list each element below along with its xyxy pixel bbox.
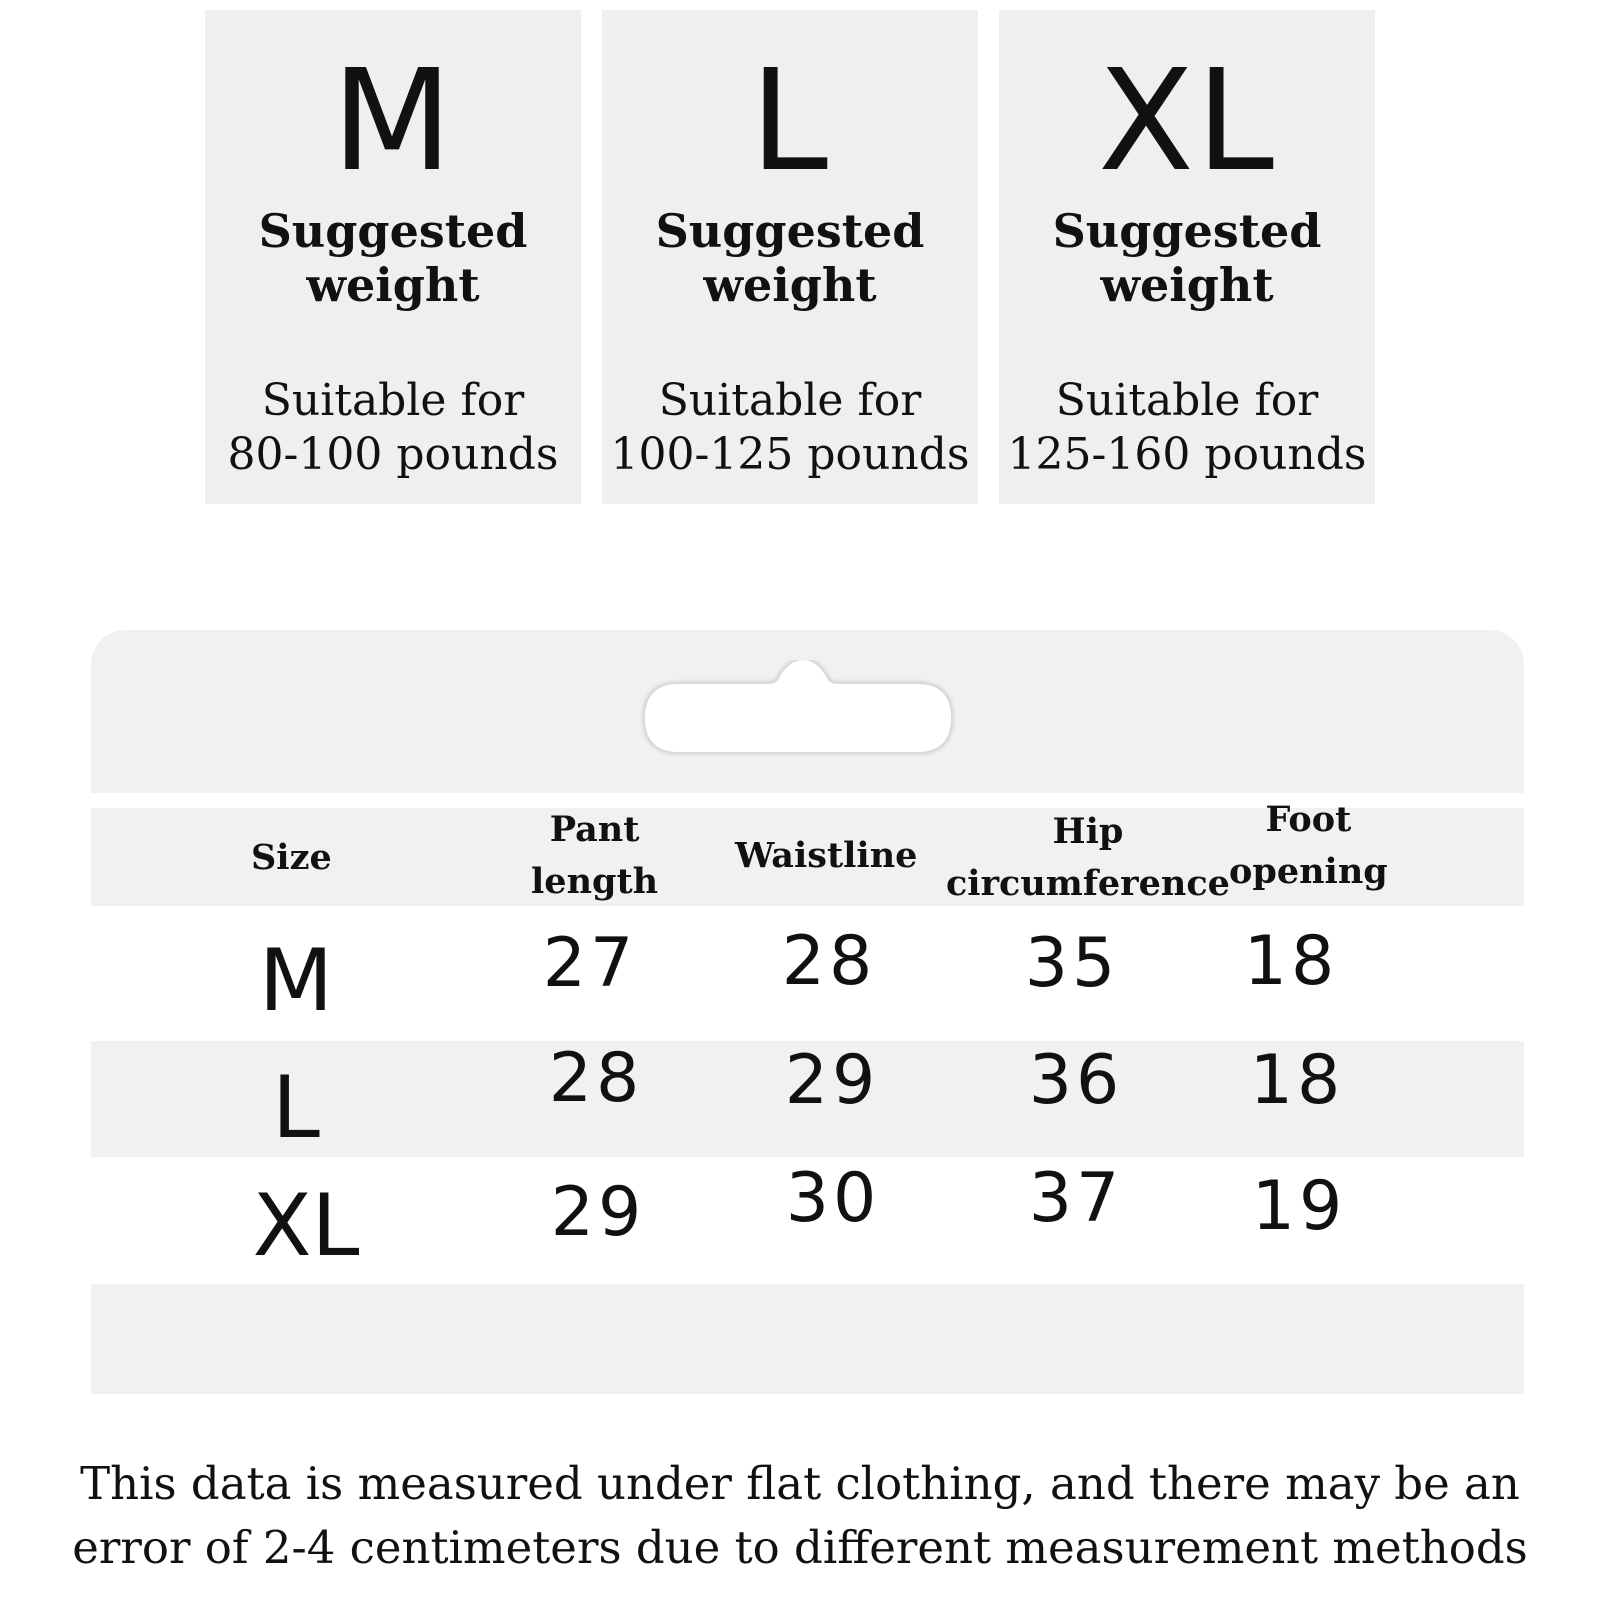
table-row [91,1157,1524,1284]
suitable-line2: 100-125 pounds [610,429,970,480]
cell-foot-opening: 18 [1249,1041,1345,1120]
size-card-letter: XL [1098,40,1276,203]
cell-pant-length: 27 [542,924,638,1003]
suggested-weight-label [602,204,978,312]
header-hip-circumference [946,806,1230,910]
suitable-line1: Suitable for [658,375,922,426]
measurement-note-line2: error of 2-4 centimeters due to different measurement methods [72,1521,1528,1574]
cell-waistline: 30 [785,1159,881,1238]
suitable-line2: 80-100 pounds [227,429,559,480]
row-size: L [272,1058,320,1158]
suitable-weight-range [592,374,988,482]
suitable-line1: Suitable for [1055,375,1319,426]
size-card-xl [999,10,1375,504]
hang-hole-icon [639,660,957,768]
cell-foot-opening: 18 [1243,922,1339,1001]
cell-pant-length: 28 [548,1039,644,1118]
size-card-l [602,10,978,504]
cell-hip: 36 [1028,1041,1124,1120]
header-pant-length-line1: Pant [549,809,640,850]
header-size: Size [251,837,332,878]
table-header-row [91,799,1524,906]
table-row [91,906,1524,1041]
cell-waistline: 29 [784,1041,880,1120]
suitable-line2: 125-160 pounds [1007,429,1367,480]
cell-pant-length: 29 [550,1173,646,1252]
suggested-weight-line1: Suggested [1052,204,1322,258]
row-size: XL [252,1176,360,1276]
header-waistline: Waistline [735,835,918,876]
suggested-weight-line1: Suggested [258,204,528,258]
suggested-weight-label [205,204,581,312]
suggested-weight-label [999,204,1375,312]
size-card-letter: M [331,40,455,203]
header-hip-line2: circumference [946,863,1230,904]
measurement-note-line1: This data is measured under flat clothing, and there may be an [80,1457,1520,1510]
hang-tag-header [91,630,1524,793]
cell-waistline: 28 [781,922,877,1001]
row-size: M [258,931,334,1031]
cell-foot-opening: 19 [1251,1167,1347,1246]
size-card-m [205,10,581,504]
table-row [91,1041,1524,1157]
suggested-weight-line2: weight [703,258,877,312]
table-footer-band [91,1284,1524,1394]
suitable-line1: Suitable for [261,375,525,426]
cell-hip: 37 [1028,1159,1124,1238]
suggested-weight-line2: weight [1100,258,1274,312]
header-foot-line1: Foot [1265,799,1352,840]
cell-hip: 35 [1024,924,1120,1003]
header-pant-length-line2: length [531,861,659,902]
size-card-letter: L [750,40,830,203]
suggested-weight-line1: Suggested [655,204,925,258]
header-foot-line2: opening [1229,851,1388,892]
header-pant-length [531,804,658,908]
suitable-weight-range [195,374,591,482]
header-foot-opening [1229,794,1388,898]
header-hip-line1: Hip [1052,811,1124,852]
suggested-weight-line2: weight [306,258,480,312]
suitable-weight-range [989,374,1385,482]
